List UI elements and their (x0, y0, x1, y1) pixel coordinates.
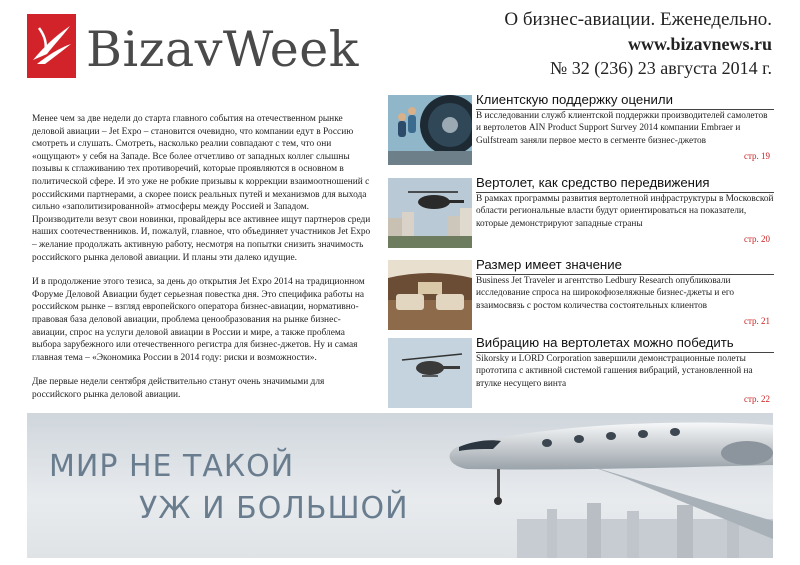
business-jet-image (27, 413, 773, 558)
sikorsky-helicopter-photo (388, 338, 472, 408)
helicopter-city-photo (388, 178, 472, 248)
news-summary: В рамках программы развития вертолетной инфраструктуры в Московской области региональные власти будут ориентироваться на показатели, которые демонстрируют западные страны (476, 194, 774, 229)
issue-number: № 32 (236) 23 августа 2014 г. (550, 58, 772, 78)
gulfstream-banner-ad[interactable] (27, 413, 773, 558)
news-summary: В исследовании служб клиентской поддержки производителей самолетов и вертолетов AIN Product Support Survey 2014 компании Embraer и Gulfstream заняли первое место в сегменте бизнес-джетов (476, 111, 768, 146)
news-item[interactable] (388, 335, 774, 414)
lead-paragraph-2: И в продолжение этого тезиса, за день до открытия Jet Expo 2014 на традиционном Форуме Деловой Авиации будет серьезная повестка дня. Это специфика работы на российском рынке – взгляд европейского оператора бизнес-авиации, нормативно-правовая база деловой авиации, проблема ценообразования на рынке бизнес-авиации, спрос на услуги деловой авиации в России и мире, а также проблема выбора зарубежного или отечественного регистра для бизнес-джетов. Ну и самая главная тема – «Экономика России в 2014 году: риски и возможности». (32, 277, 365, 363)
news-title[interactable]: Вертолет, как средство передвижения (476, 175, 710, 190)
banner-headline-line-1: МИР НЕ ТАКОЙ (49, 449, 295, 484)
news-item[interactable] (388, 175, 774, 254)
news-item[interactable] (388, 257, 774, 336)
cabin-interior-photo (388, 260, 472, 330)
page-reference[interactable]: стр. 21 (743, 316, 770, 326)
engine-photo (388, 95, 472, 165)
lead-paragraph-3: Две первые недели сентября действительно станут очень значимыми для российского рынка деловой авиации. (32, 377, 325, 400)
banner-headline-line-2: УЖ И БОЛЬШОЙ (139, 491, 409, 526)
lead-paragraph-1: Менее чем за две недели до старта главного события на отечественном рынке деловой авиации – Jet Expo – становится очевидно, что компании едут в Россию смотреть и слушать. Смотреть, насколько реалии совпадают с тем, что они «ощущают» у себя на Западе. Все более отчетливо от западных коллег слышны позывы к сглаживанию тех противоречий, которые проявляются в основном в политической сфере. И это уже не робкие призывы к коррекции взаимоотношений с российскими партнерами, а скорее поиск реальных путей и механизмов для выхода сильно «заполитизированной» атмосферы между Россией и Западом. Производители везут свои новинки, провайдеры все активнее ищут партнеров среди наших соотечественников. И, пожалуй, главное, что объединяет участников Jet Expo – желание продолжать активную работу, несмотря на попытки снизить значимость российского рынка деловой авиации. И планы эти далеко идущие. (32, 114, 371, 263)
page-reference[interactable]: стр. 22 (743, 394, 770, 404)
news-item[interactable] (388, 92, 774, 171)
news-title[interactable]: Клиентскую поддержку оценили (476, 92, 673, 107)
page-reference[interactable]: стр. 19 (743, 151, 770, 161)
website-link[interactable]: www.bizavnews.ru (627, 34, 772, 54)
news-summary: Business Jet Traveler и агентство Ledbury Research опубликовали исследование спроса на широкофюзеляжные бизнес-джеты и его взаимосвязь с ростом количества состоятельных клиентов (476, 276, 735, 311)
lead-article (32, 113, 372, 413)
bird-wing-logo-icon (27, 14, 76, 78)
page-reference[interactable]: стр. 20 (743, 234, 770, 244)
brand-logo (27, 14, 76, 78)
news-title[interactable]: Вибрацию на вертолетах можно победить (476, 335, 734, 350)
tagline: О бизнес-авиации. Еженедельно. (504, 9, 772, 30)
brand-name: BizavWeek (86, 21, 359, 78)
news-summary: Sikorsky и LORD Corporation завершили демонстрационные полеты прототипа с активной системой гашения вибраций, установленной на втулке несущего винта (476, 354, 753, 389)
news-title[interactable]: Размер имеет значение (476, 257, 622, 272)
